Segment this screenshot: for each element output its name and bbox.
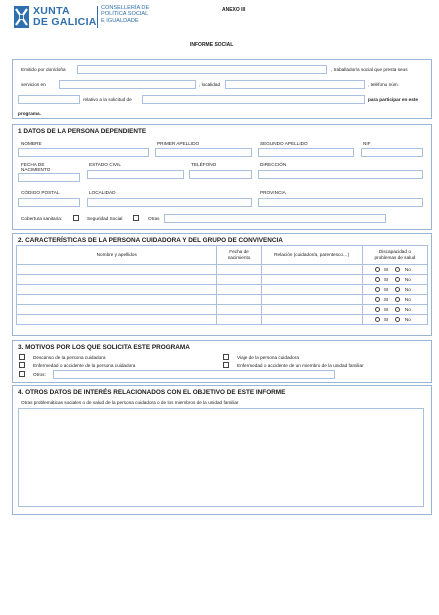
yes-label: SI [383,297,389,302]
surname2-field[interactable] [258,148,354,157]
row-dob-cell[interactable] [217,315,261,325]
section-reasons [12,340,432,383]
document-title: INFORME SOCIAL [190,42,234,48]
nif-field[interactable] [361,148,423,157]
civil-status-label: ESTADO CIVIL [89,162,121,167]
no-label: No [404,297,411,302]
dob-field[interactable] [18,173,80,182]
section-other-data [12,385,432,515]
row-disability-cell [362,305,427,315]
phone1-label: TELÉFONO [191,162,217,167]
row-name-cell[interactable] [17,265,217,275]
coverage-label: Cobertura sanitaria: [21,216,63,221]
name-field[interactable] [18,148,149,157]
surname1-field[interactable] [155,148,252,157]
services-in-label: servicios en [21,82,46,87]
phone-label: , teléfono núm. [368,82,400,87]
other-data-textarea[interactable] [18,408,424,507]
issued-by-label: Emitido por don/doña [21,67,66,72]
ministry-name: CONSELLERÍA DE POLÍTICA SOCIAL E IGUALDADE [101,5,150,24]
disability-no-radio[interactable] [395,297,400,302]
postcode-label: CÓDIGO POSTAL [21,190,60,195]
social-security-checkbox[interactable] [133,215,139,221]
section-carer-group [12,233,432,336]
province-field[interactable] [258,198,423,207]
row-relation-cell[interactable] [261,265,362,275]
locality1-field[interactable] [87,198,252,207]
no-label: No [404,317,411,322]
disability-yes-radio[interactable] [375,287,380,292]
row-disability-cell [362,275,427,285]
col-name-header: Nombre y apellidos [17,246,217,265]
province-label: PROVINCIA [260,190,286,195]
reason-other-label: Otros: [33,372,46,377]
dob-label-line2: NACIMIENTO [21,167,51,172]
social-worker-label: , traballador/a social que presta seus [331,67,408,72]
programme-label: programa. [18,111,41,116]
section1-title: 1 DATOS DE LA PERSONA DEPENDIENTE [18,128,147,135]
table-row [17,275,428,285]
postcode-field[interactable] [18,198,80,207]
no-label: No [404,307,411,312]
row-disability-cell [362,265,427,275]
yes-label: SI [383,277,389,282]
row-relation-cell[interactable] [261,295,362,305]
request-field[interactable] [142,95,365,104]
disability-no-radio[interactable] [395,267,400,272]
logo-text-xunta: XUNTA [33,5,70,17]
reason-illness-family-label: Enfermedad o accidente de un miembro de la unidad familiar [237,363,364,368]
disability-yes-radio[interactable] [375,267,380,272]
row-name-cell[interactable] [17,305,217,315]
table-row [17,305,428,315]
surname1-label: PRIMER APELLIDO [157,141,200,146]
disability-no-radio[interactable] [395,277,400,282]
address-label: DIRECCIÓN [260,162,287,167]
no-label: No [404,277,411,282]
row-name-cell[interactable] [17,285,217,295]
section-dependent-person [12,124,432,230]
disability-yes-radio[interactable] [375,317,380,322]
surname2-label: SEGUNDO APELLIDO [260,141,308,146]
yes-label: SI [383,307,389,312]
table-header-row [17,246,428,265]
row-relation-cell[interactable] [261,315,362,325]
others-coverage-field[interactable] [164,214,386,223]
row-relation-cell[interactable] [261,275,362,285]
annex-label: ANEXO III [222,7,246,13]
intro-section [12,59,432,119]
row-dob-cell[interactable] [217,305,261,315]
section3-title: 3. MOTIVOS POR LOS QUE SOLICITA ESTE PROGRAMA [18,344,190,351]
section4-subtitle: Otras problemáticas sociales o de salud de la persona cuidadora o de los miembros de la unidad familiar [21,400,239,405]
phone-field[interactable] [18,95,80,104]
table-row [17,315,428,325]
social-security-label: Seguridad Social [87,216,123,221]
dob-label-line1: FECHA DE [21,162,45,167]
reason-rest-checkbox[interactable] [19,354,25,360]
disability-yes-radio[interactable] [375,277,380,282]
row-name-cell[interactable] [17,295,217,305]
logo-text-galicia: DE GALICIA [33,16,97,28]
participate-label: para participar en este [368,97,419,102]
row-disability-cell [362,285,427,295]
reason-other-field[interactable] [53,370,335,379]
disability-yes-radio[interactable] [375,307,380,312]
issuer-name-field[interactable] [77,65,327,74]
no-label: No [404,287,411,292]
services-field[interactable] [59,80,196,89]
household-table [16,245,428,325]
row-name-cell[interactable] [17,275,217,285]
reason-illness-carer-checkbox[interactable] [19,362,25,368]
nif-label: NIF [363,141,371,146]
xunta-logo [14,5,164,29]
yes-label: SI [383,267,389,272]
reason-illness-carer-label: Enfermedad o accidente de la persona cuidadora [33,363,136,368]
table-row [17,295,428,305]
table-row [17,285,428,295]
disability-no-radio[interactable] [395,307,400,312]
locality-label: , localidad [199,82,221,87]
reason-rest-label: Descanso de la persona cuidadora [33,355,106,360]
disability-no-radio[interactable] [395,317,400,322]
row-name-cell[interactable] [17,315,217,325]
yes-label: SI [383,317,389,322]
row-dob-cell[interactable] [217,285,261,295]
regarding-label: relativo a la solicitud de [83,97,132,102]
phone1-field[interactable] [189,170,252,179]
col-relation-header: Relación (cuidador/a, parentesco…) [261,246,362,265]
section4-title: 4. OTROS DATOS DE INTERÉS RELACIONADOS CON EL OBJETIVO DE ESTE INFORME [18,389,286,396]
row-dob-cell[interactable] [217,275,261,285]
yes-label: SI [383,287,389,292]
civil-status-field[interactable] [87,170,184,179]
logo-divider [97,6,98,28]
reason-trip-checkbox[interactable] [223,354,229,360]
reason-illness-family-checkbox[interactable] [223,362,229,368]
row-dob-cell[interactable] [217,295,261,305]
others-coverage-label: Otras [148,216,160,221]
reason-other-checkbox[interactable] [19,371,25,377]
row-dob-cell[interactable] [217,265,261,275]
locality1-label: LOCALIDAD [89,190,116,195]
disability-yes-radio[interactable] [375,297,380,302]
address-field[interactable] [258,170,423,179]
row-disability-cell [362,295,427,305]
reason-trip-label: Viaje de la persona cuidadora [237,355,299,360]
coverage-checkbox[interactable] [73,215,79,221]
col-dob-header: Fecha de nacimiento [217,246,261,265]
section2-title: 2. CARACTERÍSTICAS DE LA PERSONA CUIDADORA Y DEL GRUPO DE CONVIVENCIA [18,237,283,244]
no-label: No [404,267,411,272]
row-relation-cell[interactable] [261,305,362,315]
row-relation-cell[interactable] [261,285,362,295]
disability-no-radio[interactable] [395,287,400,292]
name-label: NOMBRE [21,141,42,146]
table-row [17,265,428,275]
xunta-emblem-icon [14,6,29,28]
row-disability-cell [362,315,427,325]
col-disability-header: Discapacidad o problemas de salud [362,246,427,265]
locality-field[interactable] [225,80,365,89]
